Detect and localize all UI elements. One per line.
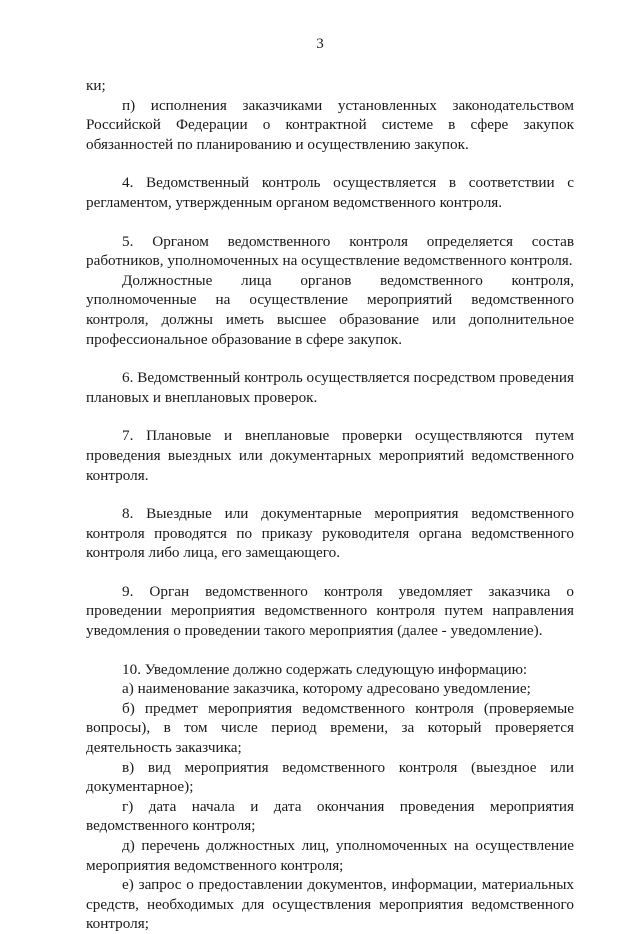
list-item-a: а) наименование заказчика, которому адресовано уведомление; [122,680,531,698]
list-item-d: д) перечень должностных лиц, уполномоченных на осуществление мероприятия ведомственного контроля; [86,837,574,874]
page-number: 3 [316,36,324,52]
paragraph-9: 9. Орган ведомственного контроля уведомляет заказчика о проведении мероприятия ведомственного контроля путем направления уведомления о проведении такого мероприятия (далее - уведомление). [86,582,574,640]
paragraph-6: 6. Ведомственный контроль осуществляется посредством проведения плановых и внеплановых проверок. [86,369,574,406]
list-item-g: г) дата начала и дата окончания проведения мероприятия ведомственного контроля; [86,797,574,835]
paragraph-10: 10. Уведомление должно содержать следующую информацию: [122,660,528,678]
list-item-v: в) вид мероприятия ведомственного контроля (выездное или документарное); [86,758,574,796]
paragraph-item-p: п) исполнения заказчиками установленных законодательством Российской Федерации о контрактной системе в сфере закупок обязанностей по планированию и осуществлению закупок. [86,96,574,153]
paragraph-4: 4. Ведомственный контроль осуществляется в соответствии с регламентом, утвержденным органом ведомственного контроля. [86,174,574,211]
paragraph-7: 7. Плановые и внеплановые проверки осуществляются путем проведения выездных или документарных мероприятий ведомственного контроля. [86,427,574,484]
list-item-b: б) предмет мероприятия ведомственного контроля (проверяемые вопросы), в том числе период времени, за который проверяется деятельность заказчика; [86,699,574,757]
paragraph-8: 8. Выездные или документарные мероприятия ведомственного контроля проводятся по приказу руководителя органа ведомственного контроля либо лица, его замещающего. [86,505,574,562]
paragraph-5-officials: Должностные лица органов ведомственного контроля, уполномоченные на осуществление мероприятий ведомственного контроля, должны иметь высшее образование или дополнительное профессиональное образование в сфере закупок. [86,271,574,348]
paragraph-5: 5. Органом ведомственного контроля определяется состав работников, уполномоченных на осуществление ведомственного контроля. [86,232,574,270]
list-item-e: е) запрос о предоставлении документов, информации, материальных средств, необходимых для осуществления мероприятия ведомственного контроля; [86,876,574,933]
document-body [86,76,574,934]
paragraph-continuation: ки; [86,77,106,94]
